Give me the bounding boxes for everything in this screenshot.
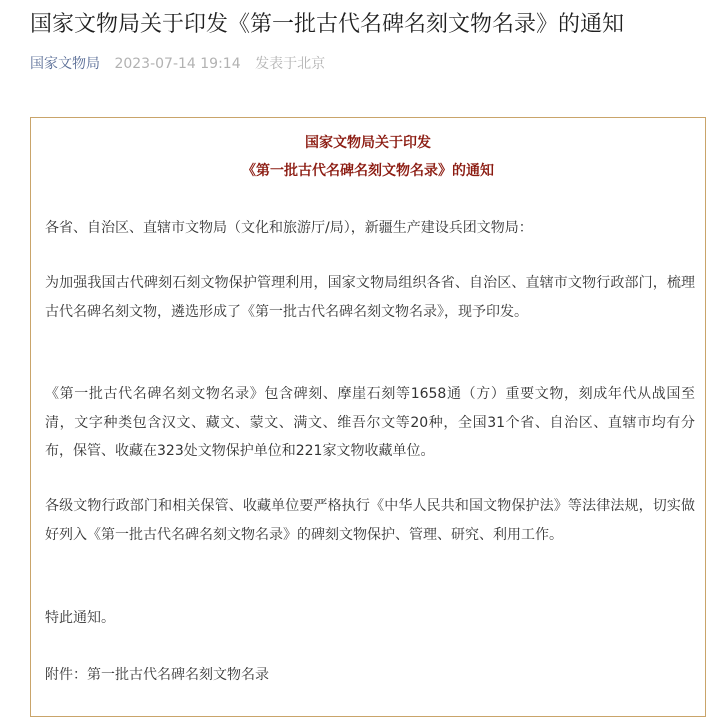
paragraph-attachment[interactable]: 附件：第一批古代名碑名刻文物名录 bbox=[45, 667, 269, 683]
notice-heading-line2: 《第一批古代名碑名刻文物名录》的通知 bbox=[242, 163, 494, 179]
notice-heading-line1: 国家文物局关于印发 bbox=[305, 135, 431, 151]
paragraph-requirements: 各级文物行政部门和相关保管、收藏单位要严格执行《中华人民共和国文物保护法》等法律法规，切实做好列入《第一批古代名碑名刻文物名录》的碑刻文物保护、管理、研究、利用工作。 bbox=[45, 498, 695, 543]
publish-time: 2023-07-14 19:14 bbox=[114, 56, 241, 72]
account-name-link[interactable]: 国家文物局 bbox=[30, 56, 100, 72]
paragraph-contents: 《第一批古代名碑名刻文物名录》包含碑刻、摩崖石刻等1658通（方）重要文物，刻成年代从战国至清，文字种类包含汉文、藏文、蒙文、满文、维吾尔文等20种，全国31个省、自治区、直辖市均有分布，保管、收藏在323处文物保护单位和221家文物收藏单位。 bbox=[45, 386, 695, 459]
article-meta bbox=[30, 52, 325, 76]
article-content-box bbox=[30, 117, 706, 717]
publish-location: 发表于北京 bbox=[255, 56, 326, 72]
paragraph-purpose: 为加强我国古代碑刻石刻文物保护管理利用，国家文物局组织各省、自治区、直辖市文物行政部门，梳理古代名碑名刻文物，遴选形成了《第一批古代名碑名刻文物名录》，现予印发。 bbox=[45, 275, 695, 320]
paragraph-closing: 特此通知。 bbox=[45, 610, 115, 626]
paragraph-addressee: 各省、自治区、直辖市文物局（文化和旅游厅/局），新疆生产建设兵团文物局： bbox=[45, 220, 533, 236]
page-title: 国家文物局关于印发《第一批古代名碑名刻文物名录》的通知 bbox=[30, 12, 625, 37]
